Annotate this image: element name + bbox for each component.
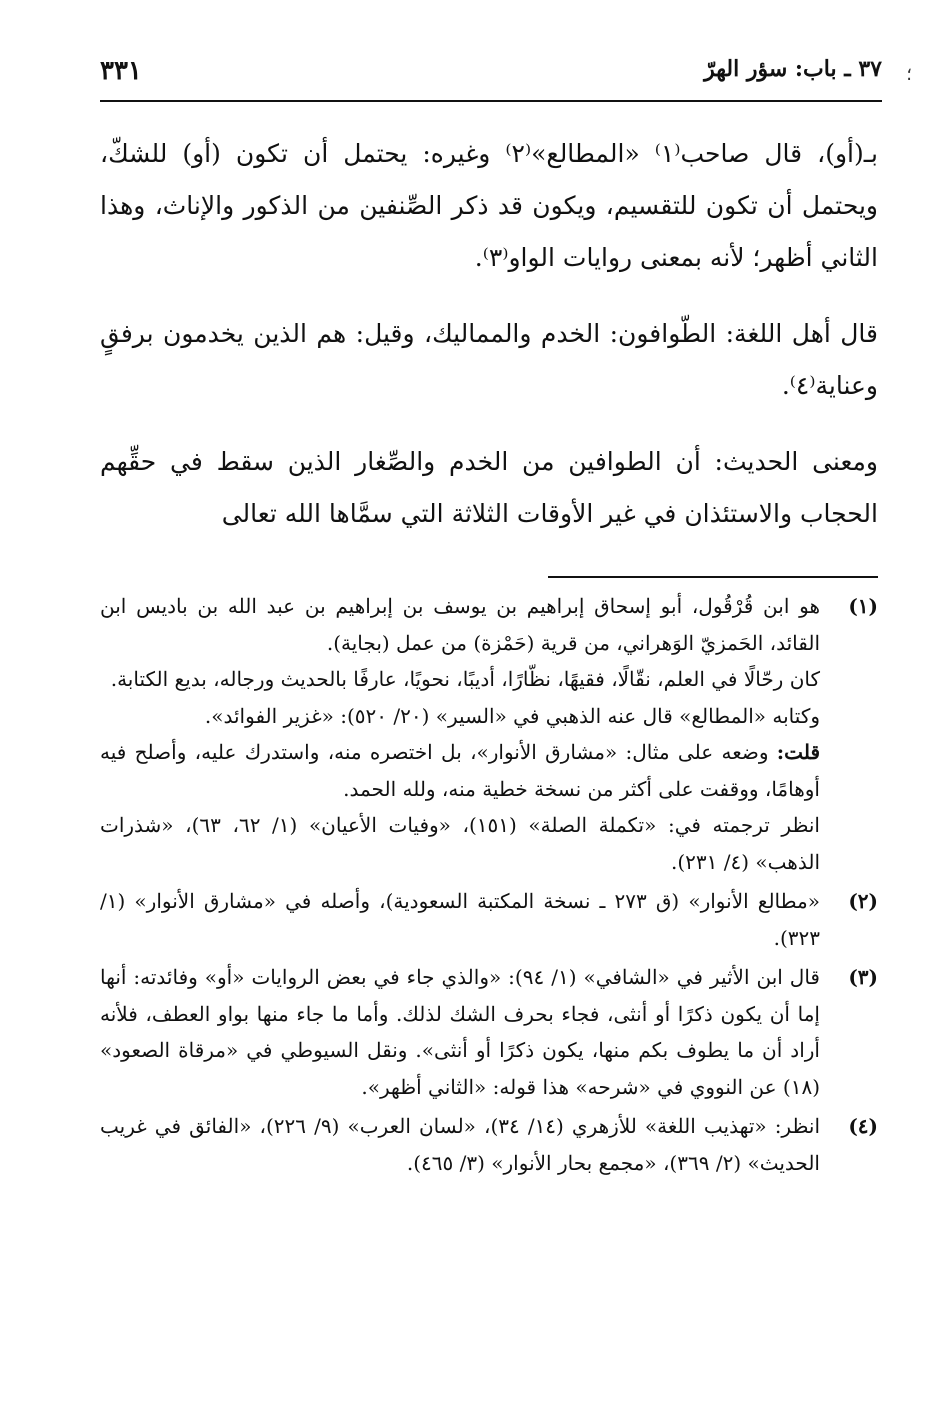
footnote-number: (٣) xyxy=(848,965,878,989)
paragraph: بـ(أو)، قال صاحب⁽١⁾ «المطالع»⁽٢⁾ وغيره: يحتمل أن تكون (أو) للشكّ، ويحتمل أن تكون للتقسيم، ويكون قد ذكر الصِّنفين من الذكور والإناث، وهذا الثاني أظهر؛ لأنه بمعنى روايات الواو⁽٣⁾. xyxy=(100,139,878,272)
footnote-number: (٢) xyxy=(848,889,878,913)
footnote xyxy=(100,883,878,956)
footnote-separator xyxy=(548,576,878,578)
paragraph: ومعنى الحديث: أن الطوافين من الخدم والصِّغار الذين سقط في حقِّهم الحجاب والاستئذان في غير الأوقات الثلاثة التي سمَّاها الله تعالى xyxy=(100,447,878,528)
footnote xyxy=(100,959,878,1105)
footnote-line: وكتابه «المطالع» قال عنه الذهبي في «السير» (٢٠/ ٥٢٠): «غزير الفوائد». xyxy=(204,703,820,728)
footnote-line: كان رحّالًا في العلم، نقّالًا، فقيهًا، نظّارًا، أديبًا، نحويًا، عارفًا بالحديث ورجاله، بديع الكتابة. xyxy=(110,667,820,691)
footnote-line: انظر ترجمته في: «تكملة الصلة» (١٥١)، «وفيات الأعيان» (١/ ٦٢، ٦٣)، «شذرات الذهب» (٤/ ٢٣١). xyxy=(100,813,820,874)
page-number: ٣٣١ xyxy=(100,56,142,86)
footnote-line: انظر: «تهذيب اللغة» للأزهري (١٤/ ٣٤)، «لسان العرب» (٩/ ٢٢٦)، «الفائق في غريب الحديث» (٢/ ٣٦٩)، «مجمع بحار الأنوار» (٣/ ٤٦٥). xyxy=(100,1114,820,1175)
running-header xyxy=(100,56,882,96)
main-text xyxy=(100,128,878,564)
paragraph: قال أهل اللغة: الطّوافون: الخدم والمماليك، وقيل: هم الذين يخدمون برفقٍ وعناية⁽٤⁾. xyxy=(100,319,878,400)
footnote xyxy=(100,588,878,880)
footnote-line: هو ابن قُرْقُول، أبو إسحاق إبراهيم بن يوسف بن إبراهيم بن عبد الله بن باديس ابن القائد، الحَمزيّ الوَهراني، من قرية (حَمْزة) من عمل (بجاية). xyxy=(100,594,820,655)
footnote-line-text: وضعه على مثال: «مشارق الأنوار»، بل اختصره منه، واستدرك عليه، وأصلح فيه أوهامًا، ووقفت على أكثر من نسخة خطية منه، ولله الحمد. xyxy=(100,740,820,801)
footnote-line: «مطالع الأنوار» (ق ٢٧٣ ـ نسخة المكتبة السعودية)، وأصله في «مشارق الأنوار» (١/ ٣٢٣). xyxy=(100,889,820,950)
header-rule xyxy=(100,100,882,102)
chapter-title: ٣٧ ـ باب: سؤر الهرّ xyxy=(704,56,882,82)
footnote xyxy=(100,1108,878,1181)
footnotes xyxy=(100,588,878,1184)
footnote-number: (١) xyxy=(848,594,878,618)
footnote-number: (٤) xyxy=(848,1114,878,1138)
footnote-line xyxy=(100,734,820,807)
margin-mark: ؛ xyxy=(906,64,912,85)
footnote-line: قال ابن الأثير في «الشافي» (١/ ٩٤): «والذي جاء في بعض الروايات «أو» وفائدته: أنها إما أن يكون ذكرًا أو أنثى، فجاء بحرف الشك لذلك. وأما ما جاء منها بواو العطف، فلأنه أراد أن ما يطوف بكم منها، يكون ذكرًا أو أنثى». ونقل السيوطي في «مرقاة الصعود» (١٨) عن النووي في «شرحه» هذا قوله: «الثاني أظهر». xyxy=(100,965,820,1099)
note-prefix: قلت: xyxy=(776,740,820,764)
